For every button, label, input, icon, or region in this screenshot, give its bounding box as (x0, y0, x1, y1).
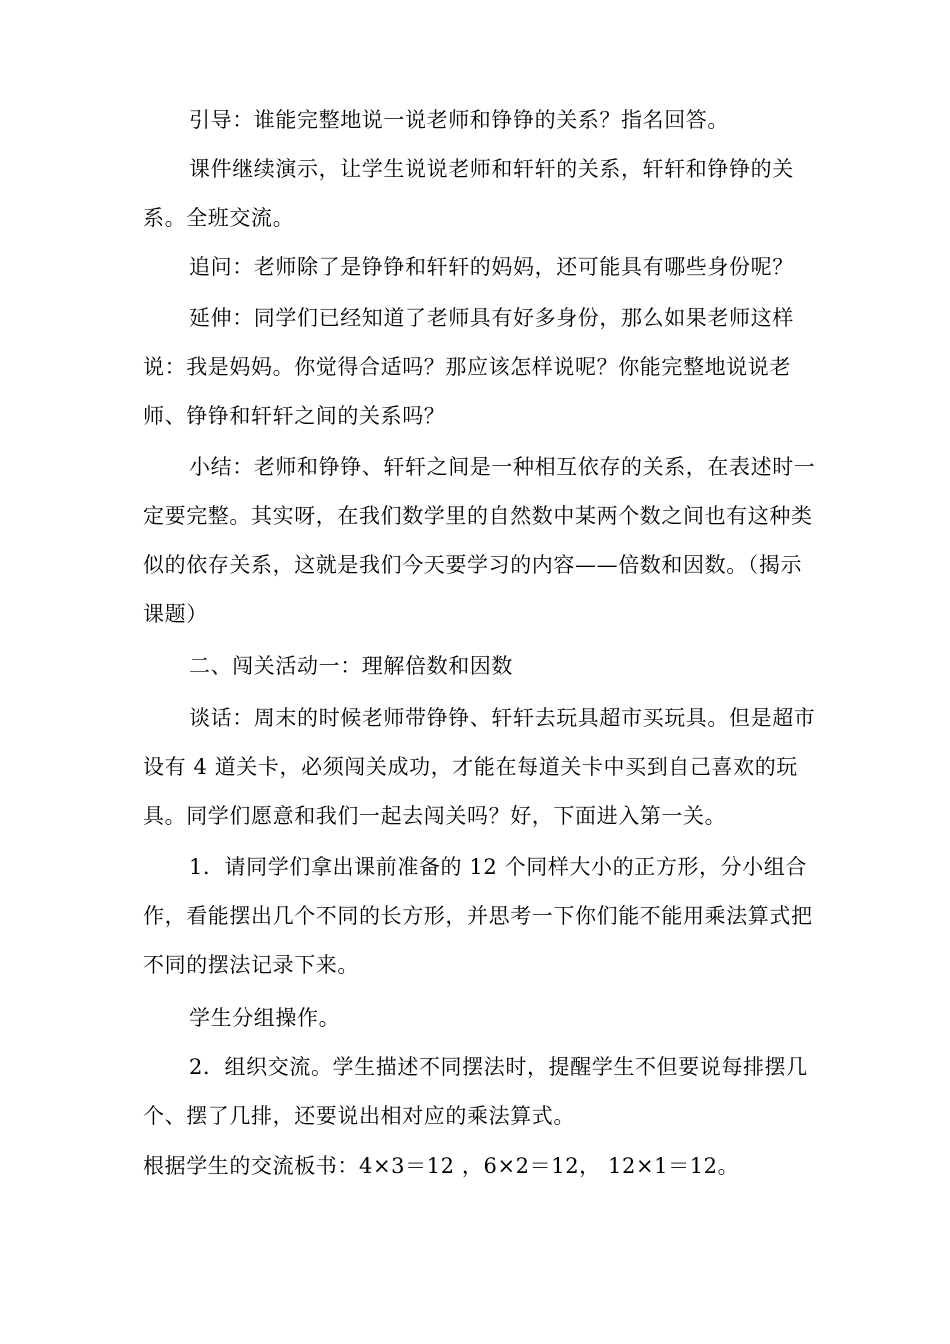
section-heading (143, 642, 823, 691)
paragraph-text: 根据学生的交流板书：4×3＝12 ，6×2＝12， 12×1＝12。 (143, 1154, 740, 1178)
paragraph-summary (143, 443, 823, 639)
paragraph-text: 谈话：周末的时候老师带铮铮、轩轩去玩具超市买玩具。但是超市设有 4 道关卡，必须闯关成功，才能在每道关卡中买到自己喜欢的玩具。同学们愿意和我们一起去闯关吗？好，下面进入第一关。 (143, 706, 816, 828)
paragraph-group-work (143, 994, 823, 1043)
paragraph-followup (143, 243, 823, 292)
paragraph-text: 2．组织交流。学生描述不同摆法时，提醒学生不但要说每排摆几个、摆了几排，还要说出相对应的乘法算式。 (143, 1055, 808, 1128)
paragraph-extension (143, 294, 823, 441)
paragraph-step-1 (143, 843, 823, 990)
paragraph-text: 延伸：同学们已经知道了老师具有好多身份，那么如果老师这样说：我是妈妈。你觉得合适吗？那应该怎样说呢？你能完整地说说老师、铮铮和轩轩之间的关系吗？ (143, 306, 794, 428)
paragraph-text: 追问：老师除了是铮铮和轩轩的妈妈，还可能具有哪些身份呢？ (189, 255, 794, 279)
paragraph-text: 小结：老师和铮铮、轩轩之间是一种相互依存的关系，在表述时一定要完整。其实呀，在我们数学里的自然数中某两个数之间也有这种类似的依存关系，这就是我们今天要学习的内容——倍数和因数。（揭示课题） (143, 455, 816, 626)
paragraph-board-notes (143, 1142, 823, 1191)
paragraph-guide (143, 96, 823, 145)
paragraph-courseware (143, 145, 823, 243)
paragraph-text: 引导：谁能完整地说一说老师和铮铮的关系？指名回答。 (189, 108, 729, 132)
paragraph-step-2 (143, 1043, 823, 1141)
paragraph-text: 学生分组操作。 (189, 1006, 341, 1030)
paragraph-talk (143, 694, 823, 841)
paragraph-text: 课件继续演示，让学生说说老师和轩轩的关系，轩轩和铮铮的关系。全班交流。 (143, 157, 794, 230)
section-heading-text: 二、闯关活动一：理解倍数和因数 (189, 654, 513, 678)
paragraph-text: 1．请同学们拿出课前准备的 12 个同样大小的正方形，分小组合作，看能摆出几个不同的长方形，并思考一下你们能不能用乘法算式把不同的摆法记录下来。 (143, 855, 813, 977)
